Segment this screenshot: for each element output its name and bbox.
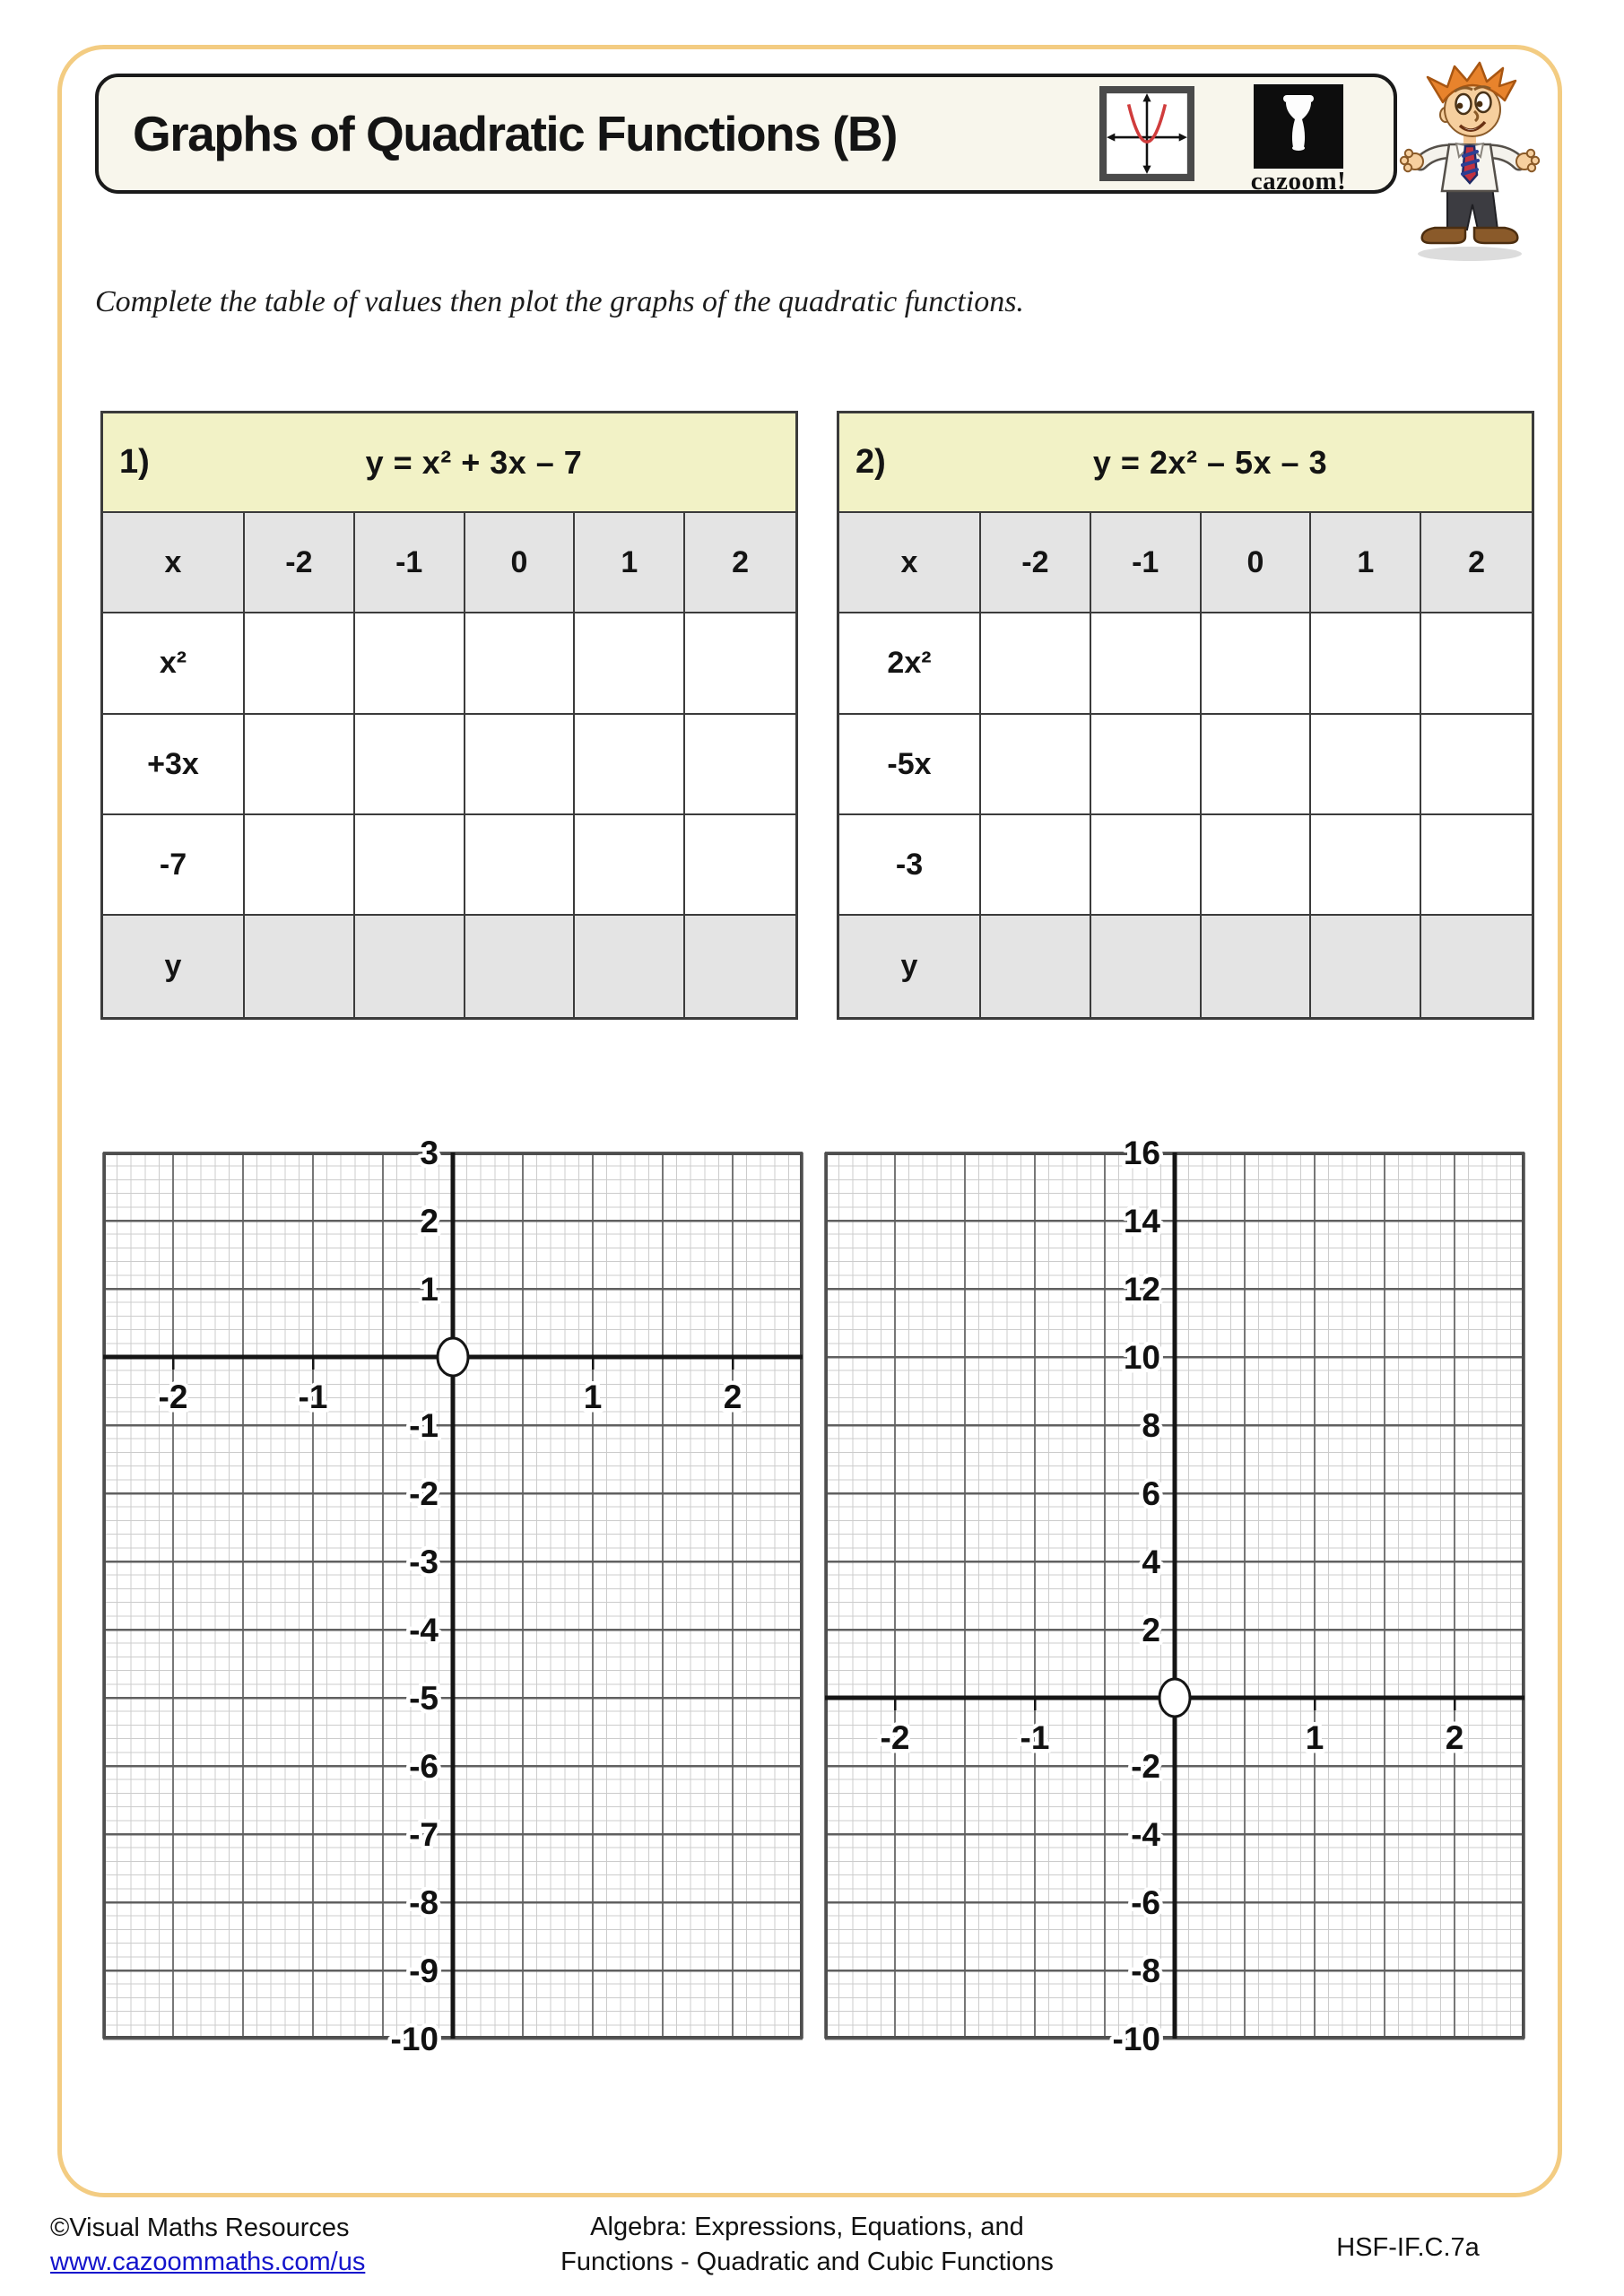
axis-tick-label: -6 xyxy=(1131,1884,1160,1921)
x-value-cell: -2 xyxy=(245,513,355,613)
answer-cell xyxy=(1421,815,1532,916)
axis-tick-label: -8 xyxy=(409,1884,439,1921)
axis-tick-label: -7 xyxy=(409,1816,439,1853)
axis-tick-label: -2 xyxy=(158,1378,188,1415)
row-label: +3x xyxy=(103,715,245,815)
axis-tick-label: -2 xyxy=(880,1719,910,1756)
answer-cell xyxy=(1091,715,1202,815)
answer-cell xyxy=(685,613,795,715)
axis-tick-label: 14 xyxy=(1123,1203,1160,1239)
axis-tick-label: 16 xyxy=(1123,1135,1160,1171)
axis-tick-label: -5 xyxy=(409,1680,439,1717)
axis-tick-label: 1 xyxy=(583,1378,603,1415)
row-label: -3 xyxy=(839,815,981,916)
page-title: Graphs of Quadratic Functions (B) xyxy=(133,106,897,161)
axis-tick-label: -1 xyxy=(409,1407,439,1444)
drum-icon xyxy=(1254,84,1343,169)
answer-cell xyxy=(981,815,1091,916)
parabola-icon xyxy=(1099,86,1194,181)
row-label: y xyxy=(103,916,245,1017)
answer-cell xyxy=(465,815,576,916)
problem-header xyxy=(839,413,1532,513)
answer-cell xyxy=(245,815,355,916)
axis-tick-label: -1 xyxy=(298,1378,328,1415)
answer-cell xyxy=(1421,613,1532,715)
brand-text: cazoom! xyxy=(1250,167,1347,196)
x-value-cell: 0 xyxy=(1202,513,1312,613)
problem-equation: y = x² + 3x – 7 xyxy=(365,443,583,481)
answer-cell xyxy=(1311,916,1421,1017)
title-box xyxy=(95,74,1397,194)
axis-tick-label: 10 xyxy=(1123,1339,1160,1376)
axis-tick-label: 3 xyxy=(420,1135,439,1171)
problem-number: 1) xyxy=(119,443,150,481)
mascot-character xyxy=(1394,59,1546,265)
answer-cell xyxy=(465,715,576,815)
axis-tick-label: -10 xyxy=(390,2021,439,2057)
answer-cell xyxy=(685,815,795,916)
axis-tick-label: -4 xyxy=(409,1612,439,1648)
row-label: -7 xyxy=(103,815,245,916)
x-row-label: x xyxy=(103,513,245,613)
footer-category-line1: Algebra: Expressions, Equations, and xyxy=(590,2213,1024,2241)
answer-cell xyxy=(355,715,465,815)
axis-tick-label: 8 xyxy=(1142,1407,1160,1444)
x-value-cell: 2 xyxy=(1421,513,1532,613)
answer-cell xyxy=(1091,815,1202,916)
problem-equation: y = 2x² – 5x – 3 xyxy=(1092,443,1328,481)
answer-cell xyxy=(575,715,685,815)
instruction-text: Complete the table of values then plot the graphs of the quadratic functions. xyxy=(95,285,1024,318)
footer-link[interactable]: www.cazoommaths.com/us xyxy=(50,2248,366,2276)
answer-cell xyxy=(575,815,685,916)
answer-cell xyxy=(981,916,1091,1017)
axis-tick-label: 2 xyxy=(723,1378,743,1415)
answer-cell xyxy=(1311,715,1421,815)
problem-2-table xyxy=(837,411,1534,1020)
x-row-label: x xyxy=(839,513,981,613)
x-value-cell: 0 xyxy=(465,513,576,613)
problem-number: 2) xyxy=(855,443,886,481)
axis-tick-label: 2 xyxy=(1445,1719,1464,1756)
axis-tick-label: 6 xyxy=(1142,1475,1160,1512)
cazoom-logo xyxy=(1243,84,1354,196)
row-label: y xyxy=(839,916,981,1017)
axis-tick-label: -3 xyxy=(409,1544,439,1580)
axis-tick-label: -10 xyxy=(1112,2021,1160,2057)
answer-cell xyxy=(1421,916,1532,1017)
answer-cell xyxy=(355,613,465,715)
row-label: -5x xyxy=(839,715,981,815)
axis-tick-label: 1 xyxy=(1305,1719,1324,1756)
answer-cell xyxy=(1202,613,1312,715)
footer-category-line2: Functions - Quadratic and Cubic Functions xyxy=(560,2248,1054,2276)
axis-tick-label: -6 xyxy=(409,1748,439,1785)
answer-cell xyxy=(1202,715,1312,815)
row-label: 2x² xyxy=(839,613,981,715)
footer-category xyxy=(413,2210,1202,2280)
axis-tick-label: 2 xyxy=(1142,1612,1160,1648)
problem-1-table xyxy=(100,411,798,1020)
x-value-cell: -1 xyxy=(355,513,465,613)
axis-tick-label: 4 xyxy=(1142,1544,1160,1580)
answer-cell xyxy=(1202,916,1312,1017)
footer-copyright: ©Visual Maths Resources xyxy=(50,2213,350,2242)
axis-tick-label: -1 xyxy=(1020,1719,1050,1756)
answer-cell xyxy=(981,715,1091,815)
coordinate-grid-1 xyxy=(103,1135,803,2057)
row-label: x² xyxy=(103,613,245,715)
answer-cell xyxy=(685,916,795,1017)
answer-cell xyxy=(1311,613,1421,715)
x-value-cell: -1 xyxy=(1091,513,1202,613)
answer-cell xyxy=(1202,815,1312,916)
x-value-cell: 2 xyxy=(685,513,795,613)
answer-cell xyxy=(1421,715,1532,815)
answer-cell xyxy=(575,916,685,1017)
answer-cell xyxy=(245,613,355,715)
axis-tick-label: -4 xyxy=(1131,1816,1160,1853)
answer-cell xyxy=(465,613,576,715)
answer-cell xyxy=(1311,815,1421,916)
answer-cell xyxy=(575,613,685,715)
answer-cell xyxy=(355,815,465,916)
answer-cell xyxy=(355,916,465,1017)
axis-tick-label: -2 xyxy=(1131,1748,1160,1785)
axis-tick-label: -2 xyxy=(409,1475,439,1512)
answer-cell xyxy=(685,715,795,815)
x-value-cell: -2 xyxy=(981,513,1091,613)
answer-cell xyxy=(245,715,355,815)
answer-cell xyxy=(245,916,355,1017)
axis-tick-label: 1 xyxy=(420,1271,439,1308)
axis-tick-label: 2 xyxy=(420,1203,439,1239)
x-value-cell: 1 xyxy=(575,513,685,613)
answer-cell xyxy=(465,916,576,1017)
coordinate-grid-2 xyxy=(825,1135,1524,2057)
footer-standard-code: HSF-IF.C.7a xyxy=(1336,2233,1480,2262)
axis-tick-label: -8 xyxy=(1131,1952,1160,1989)
answer-cell xyxy=(1091,613,1202,715)
answer-cell xyxy=(981,613,1091,715)
x-value-cell: 1 xyxy=(1311,513,1421,613)
answer-cell xyxy=(1091,916,1202,1017)
axis-tick-label: -9 xyxy=(409,1952,439,1989)
problem-header xyxy=(103,413,795,513)
axis-tick-label: 12 xyxy=(1123,1271,1160,1308)
